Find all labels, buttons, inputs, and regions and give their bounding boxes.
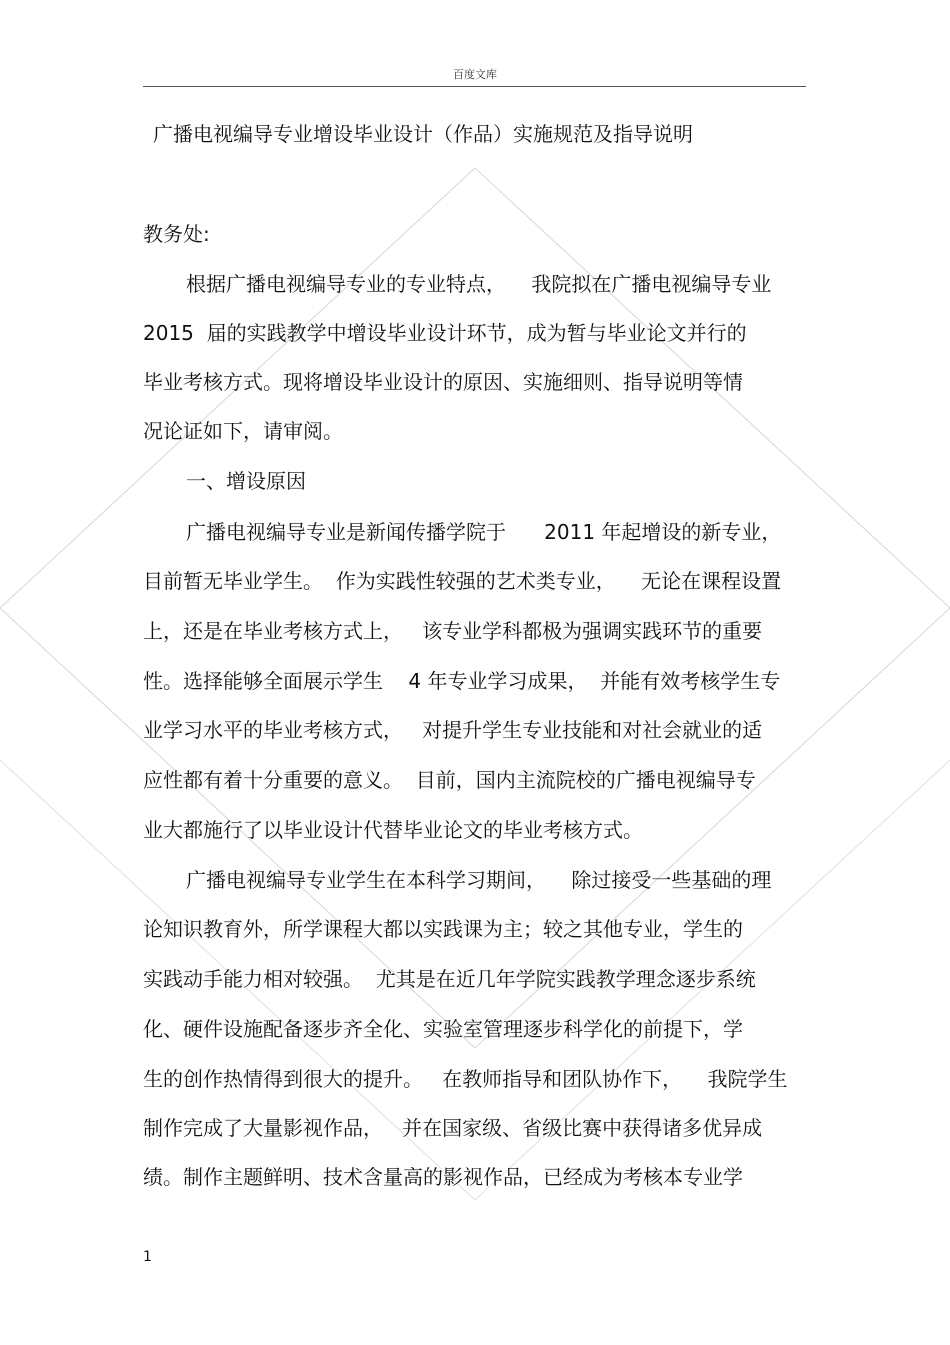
body-line: 实践动手能力相对较强。 尤其是在近几年学院实践教学理念逐步系统 (143, 967, 756, 991)
body-line: 制作完成了大量影视作品， 并在国家级、省级比赛中获得诸多优异成 (143, 1116, 763, 1140)
body-line: 况论证如下，请审阅。 (143, 419, 343, 443)
body-line: 2015 届的实践教学中增设毕业设计环节，成为暂与毕业论文并行的 (143, 321, 747, 345)
body-line: 论知识教育外，所学课程大都以实践课为主；较之其他专业，学生的 (143, 917, 743, 941)
header-label: 百度文库 (453, 68, 497, 81)
body-line: 广播电视编导专业学生在本科学习期间， 除过接受一些基础的理 (186, 868, 772, 892)
body-line: 毕业考核方式。现将增设毕业设计的原因、实施细则、指导说明等情 (143, 370, 743, 394)
addressee: 教务处: (143, 222, 210, 246)
document-title: 广播电视编导专业增设毕业设计（作品）实施规范及指导说明 (153, 122, 693, 146)
header-rule (143, 86, 806, 87)
body-line: 目前暂无毕业学生。 作为实践性较强的艺术类专业， 无论在课程设置 (143, 569, 782, 593)
body-line: 上，还是在毕业考核方式上， 该专业学科都极为强调实践环节的重要 (143, 619, 763, 643)
body-line: 业学习水平的毕业考核方式， 对提升学生专业技能和对社会就业的适 (143, 718, 763, 742)
body-line: 业大都施行了以毕业设计代替毕业论文的毕业考核方式。 (143, 818, 643, 842)
page-number: 1 (143, 1249, 152, 1265)
section-heading: 一、增设原因 (186, 469, 306, 493)
body-line: 绩。制作主题鲜明、技术含量高的影视作品，已经成为考核本专业学 (143, 1165, 743, 1189)
body-line: 生的创作热情得到很大的提升。 在教师指导和团队协作下， 我院学生 (143, 1067, 788, 1091)
body-line: 广播电视编导专业是新闻传播学院于 2011 年起增设的新专业， (186, 520, 782, 544)
body-line: 化、硬件设施配备逐步齐全化、实验室管理逐步科学化的前提下，学 (143, 1017, 743, 1041)
body-line: 性。选择能够全面展示学生 4 年专业学习成果， 并能有效考核学生专 (143, 669, 781, 693)
body-line: 应性都有着十分重要的意义。 目前，国内主流院校的广播电视编导专 (143, 768, 756, 792)
body-line: 根据广播电视编导专业的专业特点， 我院拟在广播电视编导专业 (186, 272, 772, 296)
